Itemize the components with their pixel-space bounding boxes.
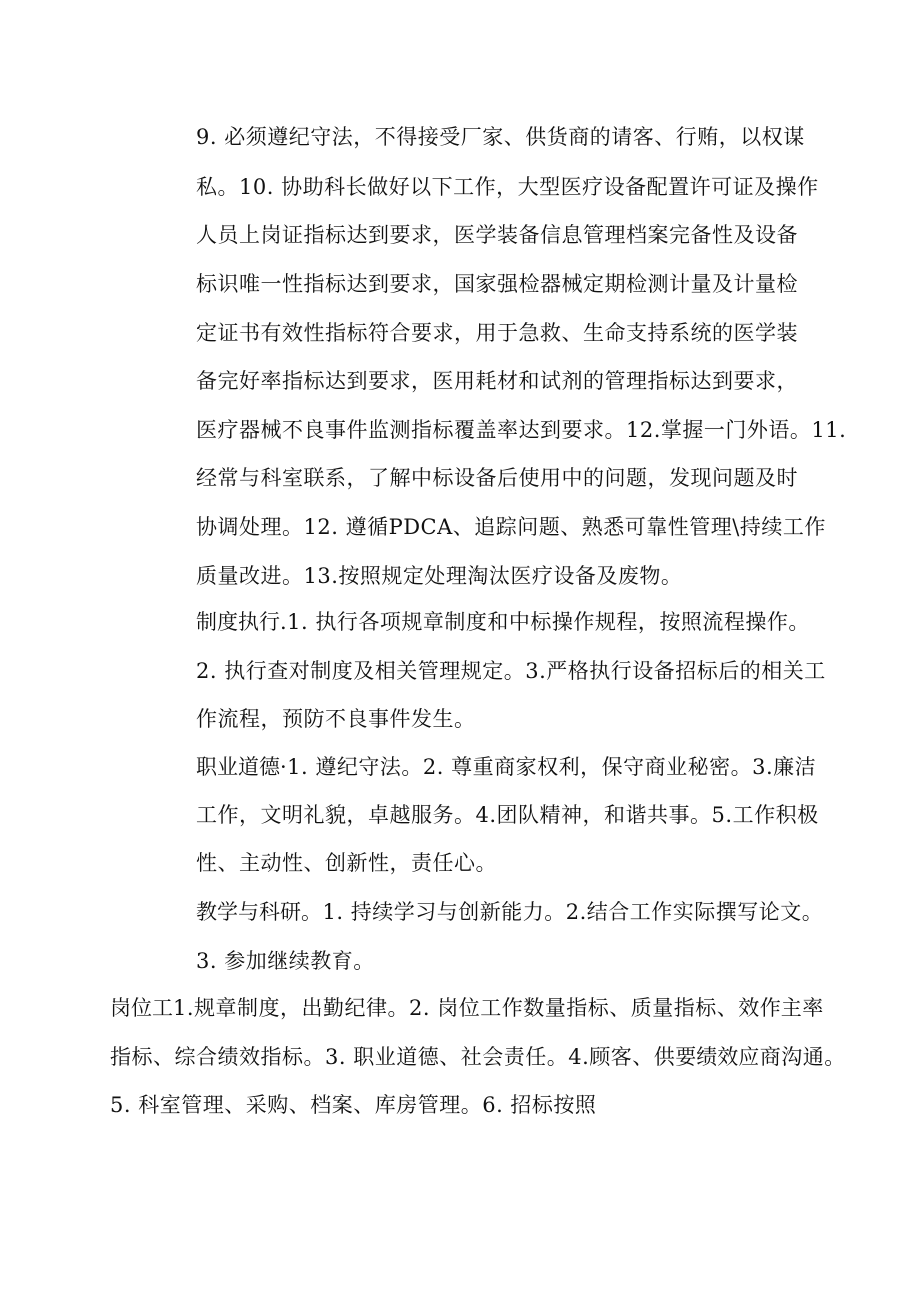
teaching-text: 。1. 持续学习与创新能力。2.结合工作实际撰写论文。: [301, 900, 824, 924]
performance-tail-1: 主率: [780, 996, 824, 1020]
performance-line-3: 5. 科室管理、采购、档案、库房管理。6. 招标按照: [110, 1093, 597, 1117]
duties-line-1: 9. 必须遵纪守法，不得接受厂家、供货商的请客、行贿，以权谋: [196, 125, 805, 149]
system-execution-line-3: 作流程，预防不良事件发生。: [196, 707, 476, 731]
duties-line-6: 备完好率指标达到要求，医用耗材和试剂的管理指标达到要求，: [196, 369, 798, 393]
ethics-label: 职业道德: [196, 755, 280, 779]
performance-tail-2: 应商沟通。: [738, 1045, 846, 1069]
ethics-line-3: 性、主动性、创新性，责任心。: [196, 851, 497, 875]
duties-line-3: 人员上岗证指标达到要求，医学装备信息管理档案完备性及设备: [196, 223, 798, 247]
duties-line-8: 经常与科室联系，了解中标设备后使用中的问题，发现问题及时: [196, 466, 798, 490]
performance-label: 岗位工: [110, 996, 173, 1020]
teaching-line-2: 3. 参加继续教育。: [196, 949, 375, 973]
ethics-line-2: 工作，文明礼貌，卓越服务。4.团队精神，和谐共事。5.工作积极: [196, 803, 819, 827]
system-execution-text: .1. 执行各项规章制度和中标操作规程，按照流程操作。: [280, 610, 810, 634]
duties-line-7: 医疗器械不良事件监测指标覆盖率达到要求。12.掌握一门外语。11.: [196, 418, 847, 442]
duties-line-2: 私。10. 协助科长做好以下工作，大型医疗设备配置许可证及操作: [196, 175, 819, 199]
teaching-label: 教学与科研: [196, 900, 301, 924]
performance-text-1: 1.规章制度，出勤纪律。2. 岗位工作数量指标、质量指标、效: [173, 996, 760, 1020]
system-execution-label: 制度执行: [196, 610, 280, 634]
system-execution-line-1: [196, 607, 810, 637]
duties-line-10: 质量改进。13.按照规定处理淘汰医疗设备及废物。: [196, 564, 683, 588]
duties-line-4: 标识唯一性指标达到要求，国家强检器械定期检测计量及计量检: [196, 272, 798, 296]
duties-line-5: 定证书有效性指标符合要求，用于急救、生命支持系统的医学装: [196, 321, 798, 345]
performance-line-2: [110, 1042, 846, 1072]
performance-text-2: 指标、综合绩效指标。3. 职业道德、社会责任。4.顾客、供: [110, 1045, 676, 1069]
duties-line-9: 协调处理。12. 遵循PDCA、追踪问题、熟悉可靠性管理\持续工作: [196, 515, 826, 539]
teaching-line-1: [196, 897, 823, 927]
ethics-text: ·1. 遵纪守法。2. 尊重商家权利，保守商业秘密。3.廉洁: [280, 755, 817, 779]
performance-line-1: [110, 993, 824, 1023]
ethics-line-1: [196, 752, 816, 782]
system-execution-line-2: 2. 执行查对制度及相关管理规定。3.严格执行设备招标后的相关工: [196, 659, 826, 683]
performance-label-3: 要绩效: [675, 1045, 739, 1069]
performance-label-2: 作: [759, 996, 781, 1020]
